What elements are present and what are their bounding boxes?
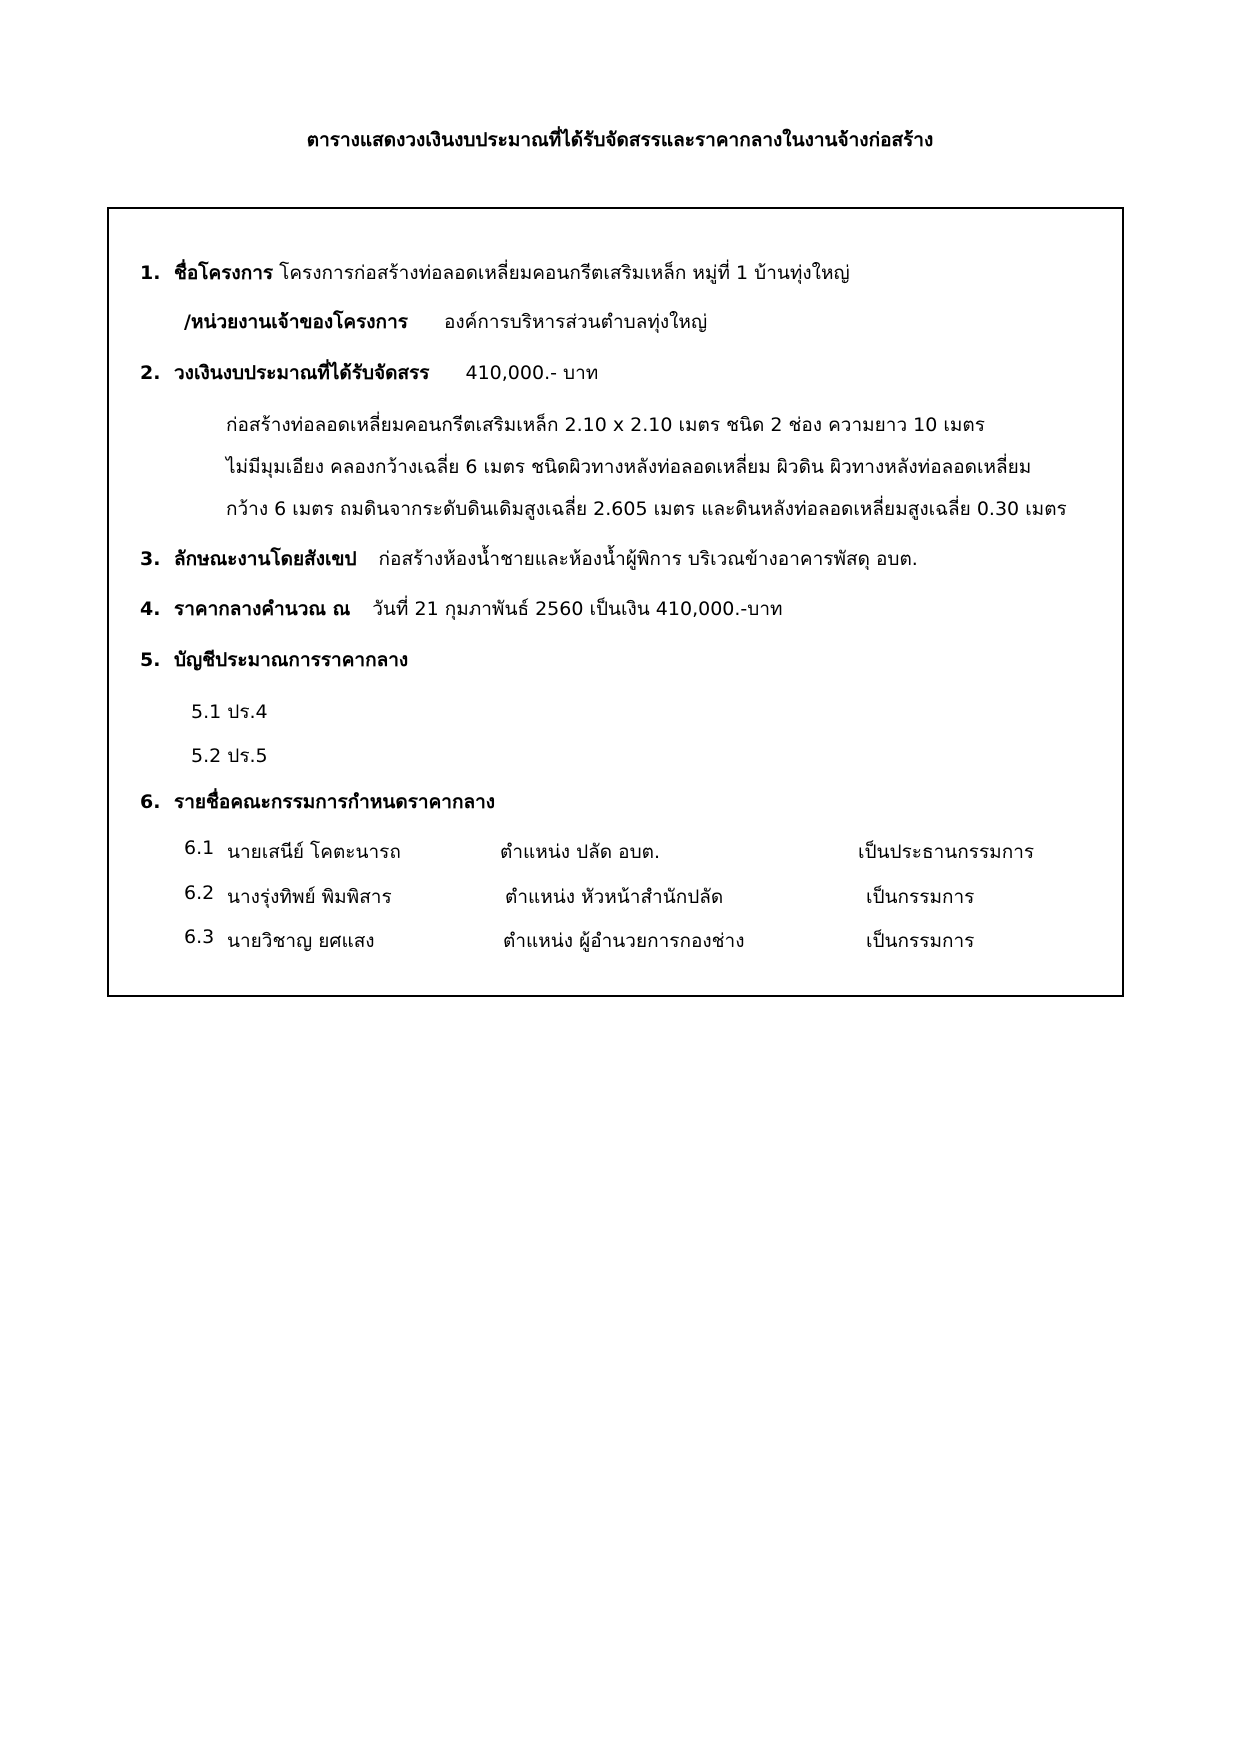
item-6-label: รายชื่อคณะกรรมการกำหนดราคากลาง: [174, 791, 496, 813]
member-no: 6.3: [184, 926, 215, 948]
member-position: ตำแหน่ง ผู้อำนวยการกองช่าง: [503, 930, 745, 952]
item-4-value: วันที่ 21 กุมภาพันธ์ 2560 เป็นเงิน 410,000.-บาท: [372, 598, 783, 620]
item-5-label: บัญชีประมาณการราคากลาง: [174, 649, 409, 671]
item-1-value: โครงการก่อสร้างท่อลอดเหลี่ยมคอนกรีตเสริมเหล็ก หมู่ที่ 1 บ้านทุ่งใหญ่: [279, 262, 850, 284]
member-name: นายวิชาญ ยศแสง: [227, 930, 375, 952]
member-role: เป็นประธานกรรมการ: [858, 841, 1035, 863]
member-name: นางรุ่งทิพย์ พิมพิสาร: [227, 886, 392, 908]
item-5: [140, 645, 408, 675]
item-6-number: 6.: [140, 791, 161, 813]
item-2-detail-line: ไม่มีมุมเอียง คลองกว้างเฉลี่ย 6 เมตร ชนิดผิวทางหลังท่อลอดเหลี่ยม ผิวดิน ผิวทางหลังท่อลอดเหลี่ยม: [226, 456, 1032, 478]
item-2-label: วงเงินงบประมาณที่ได้รับจัดสรร: [174, 362, 430, 384]
item-1-sub: [184, 307, 707, 337]
item-3-value: ก่อสร้างห้องน้ำชายและห้องน้ำผู้พิการ บริเวณข้างอาคารพัสดุ อบต.: [378, 548, 918, 570]
item-1-sub-value: องค์การบริหารส่วนตำบลทุ่งใหญ่: [443, 311, 708, 333]
member-position: ตำแหน่ง หัวหน้าสำนักปลัด: [505, 886, 724, 908]
item-5-subitem: 5.2 ปร.5: [191, 745, 268, 767]
member-no: 6.1: [184, 837, 215, 859]
member-role: เป็นกรรมการ: [866, 930, 975, 952]
member-name: นายเสนีย์ โคตะนารถ: [227, 841, 401, 863]
member-no: 6.2: [184, 882, 215, 904]
item-4-label: ราคากลางคำนวณ ณ: [174, 598, 351, 620]
item-6: [140, 787, 495, 817]
item-2-detail-line: ก่อสร้างท่อลอดเหลี่ยมคอนกรีตเสริมเหล็ก 2.10 x 2.10 เมตร ชนิด 2 ช่อง ความยาว 10 เมตร: [226, 414, 985, 436]
item-1-sub-label: /หน่วยงานเจ้าของโครงการ: [184, 311, 408, 333]
item-3-label: ลักษณะงานโดยสังเขป: [174, 548, 357, 570]
item-3-number: 3.: [140, 548, 161, 570]
item-1-number: 1.: [140, 262, 161, 284]
item-2-number: 2.: [140, 362, 161, 384]
member-position: ตำแหน่ง ปลัด อบต.: [500, 841, 661, 863]
item-2: [140, 358, 598, 388]
member-role: เป็นกรรมการ: [866, 886, 975, 908]
item-4: [140, 594, 783, 624]
document-title: ตารางแสดงวงเงินงบประมาณที่ได้รับจัดสรรและราคากลางในงานจ้างก่อสร้าง: [306, 129, 934, 151]
item-2-detail-line: กว้าง 6 เมตร ถมดินจากระดับดินเดิมสูงเฉลี่ย 2.605 เมตร และดินหลังท่อลอดเหลี่ยมสูงเฉลี่ย 0.30 เมตร: [226, 498, 1067, 520]
item-5-subitem: 5.1 ปร.4: [191, 701, 268, 723]
item-1-label: ชื่อโครงการ: [174, 262, 274, 284]
item-1: [140, 258, 850, 288]
item-2-value: 410,000.- บาท: [465, 362, 599, 384]
item-4-number: 4.: [140, 598, 161, 620]
item-3: [140, 544, 918, 574]
item-5-number: 5.: [140, 649, 161, 671]
